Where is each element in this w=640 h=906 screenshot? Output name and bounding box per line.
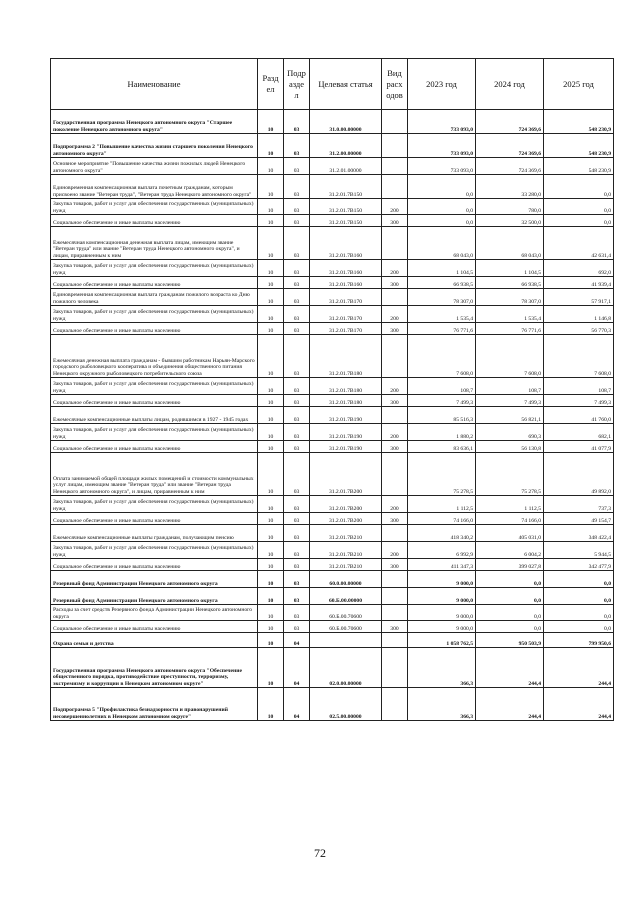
table-body — [51, 110, 614, 721]
row-name: Единовременная компенсационная выплата гражданам пожилого возраста ко Дню пожилого человека — [51, 289, 258, 306]
row-2024: 7 608,0 — [476, 335, 544, 378]
row-subsection: 04 — [284, 688, 310, 721]
row-name: Социальное обеспечение и иные выплаты населению — [51, 395, 258, 407]
table-row — [51, 335, 614, 378]
row-expense-type — [382, 588, 408, 605]
row-expense-type: 200 — [382, 496, 408, 513]
row-expense-type — [382, 688, 408, 721]
row-section: 10 — [258, 496, 284, 513]
row-2025: 42 631,4 — [544, 227, 614, 260]
row-2025: 348 422,4 — [544, 525, 614, 542]
table-row — [51, 227, 614, 260]
row-subsection: 03 — [284, 525, 310, 542]
header-2023: 2023 год — [408, 59, 476, 110]
row-target: 60.Б.00.70600 — [310, 621, 382, 633]
table-row — [51, 496, 614, 513]
row-subsection: 03 — [284, 215, 310, 227]
row-subsection: 03 — [284, 260, 310, 277]
header-section: Разд ел — [258, 59, 284, 110]
row-expense-type — [382, 158, 408, 175]
row-expense-type — [382, 453, 408, 496]
row-subsection: 03 — [284, 542, 310, 559]
table-row — [51, 199, 614, 215]
row-2025: 108,7 — [544, 378, 614, 395]
row-name: Расходы за счет средств Резервного фонда Администрации Ненецкого автономного округа — [51, 605, 258, 621]
row-subsection: 03 — [284, 134, 310, 158]
row-name: Закупка товаров, работ и услуг для обеспечения государственных (муниципальных) нужд — [51, 306, 258, 323]
row-target: 60.Б.00.00000 — [310, 588, 382, 605]
table-row — [51, 424, 614, 441]
row-expense-type — [382, 605, 408, 621]
row-target: 31.2.01.7В170 — [310, 306, 382, 323]
row-target: 60.0.00.00000 — [310, 571, 382, 588]
row-target: 31.2.01.7В150 — [310, 215, 382, 227]
row-expense-type — [382, 289, 408, 306]
row-expense-type: 300 — [382, 395, 408, 407]
row-2023: 733 093,0 — [408, 158, 476, 175]
row-2025: 548 230,9 — [544, 158, 614, 175]
row-2025: 57 917,1 — [544, 289, 614, 306]
row-section: 10 — [258, 621, 284, 633]
row-target: 02.0.00.00000 — [310, 648, 382, 688]
row-target: 31.2.01.7В150 — [310, 199, 382, 215]
table-row — [51, 277, 614, 289]
row-section: 10 — [258, 688, 284, 721]
row-2023: 418 340,2 — [408, 525, 476, 542]
row-expense-type: 300 — [382, 441, 408, 453]
row-section: 10 — [258, 277, 284, 289]
row-name: Социальное обеспечение и иные выплаты населению — [51, 323, 258, 335]
row-expense-type: 200 — [382, 199, 408, 215]
row-subsection: 03 — [284, 227, 310, 260]
row-2024: 950 503,9 — [476, 633, 544, 648]
row-name: Социальное обеспечение и иные выплаты населению — [51, 559, 258, 571]
row-2025: 1 146,8 — [544, 306, 614, 323]
row-name: Единовременная компенсационная выплата почетным гражданам, которым присвоено звание "Ветеран труда", "Ветеран труда Ненецкого автономного округа" — [51, 175, 258, 199]
row-2023: 366,3 — [408, 648, 476, 688]
row-target: 31.2.01.7В160 — [310, 277, 382, 289]
row-expense-type: 200 — [382, 260, 408, 277]
row-target: 31.2.01.7В160 — [310, 260, 382, 277]
row-2023: 0,0 — [408, 199, 476, 215]
row-2025: 7 499,3 — [544, 395, 614, 407]
row-2024: 0,0 — [476, 588, 544, 605]
row-target: 31.2.01.7В210 — [310, 542, 382, 559]
row-2025: 49 154,7 — [544, 513, 614, 525]
row-expense-type — [382, 335, 408, 378]
budget-table — [50, 58, 614, 721]
row-subsection: 03 — [284, 605, 310, 621]
row-2025: 0,0 — [544, 199, 614, 215]
row-2025: 0,0 — [544, 621, 614, 633]
row-2023: 76 771,6 — [408, 323, 476, 335]
table-row — [51, 134, 614, 158]
row-expense-type — [382, 407, 408, 424]
row-2024: 0,0 — [476, 605, 544, 621]
row-section: 10 — [258, 395, 284, 407]
row-2025: 56 770,3 — [544, 323, 614, 335]
row-target: 31.2.01.7В170 — [310, 323, 382, 335]
row-2024: 1 112,5 — [476, 496, 544, 513]
row-section: 10 — [258, 571, 284, 588]
row-section: 10 — [258, 110, 284, 134]
row-name: Социальное обеспечение и иные выплаты населению — [51, 277, 258, 289]
row-target: 31.2.01.00000 — [310, 158, 382, 175]
row-2025: 682,1 — [544, 424, 614, 441]
header-name: Наименование — [51, 59, 258, 110]
row-2025: 5 944,5 — [544, 542, 614, 559]
row-expense-type: 300 — [382, 513, 408, 525]
table-row — [51, 175, 614, 199]
row-section: 10 — [258, 175, 284, 199]
row-name: Основное мероприятие "Повышение качества жизни пожилых людей Ненецкого автономного округа" — [51, 158, 258, 175]
table-row — [51, 513, 614, 525]
row-target: 31.2.01.7В210 — [310, 559, 382, 571]
row-section: 10 — [258, 588, 284, 605]
row-2024: 0,0 — [476, 571, 544, 588]
row-subsection: 03 — [284, 441, 310, 453]
row-section: 10 — [258, 605, 284, 621]
row-subsection: 03 — [284, 496, 310, 513]
row-expense-type — [382, 134, 408, 158]
row-subsection: 03 — [284, 621, 310, 633]
row-expense-type: 300 — [382, 277, 408, 289]
row-expense-type — [382, 175, 408, 199]
row-2023: 733 093,0 — [408, 134, 476, 158]
row-subsection: 03 — [284, 378, 310, 395]
row-subsection: 03 — [284, 289, 310, 306]
row-2025: 0,0 — [544, 215, 614, 227]
row-subsection: 03 — [284, 277, 310, 289]
row-2025: 41 760,0 — [544, 407, 614, 424]
row-target: 31.2.01.7В190 — [310, 441, 382, 453]
table-row — [51, 542, 614, 559]
row-name: Закупка товаров, работ и услуг для обеспечения государственных (муниципальных) нужд — [51, 542, 258, 559]
table-row — [51, 289, 614, 306]
row-subsection: 04 — [284, 633, 310, 648]
row-name: Резервный фонд Администрации Ненецкого автономного округа — [51, 588, 258, 605]
row-name: Социальное обеспечение и иные выплаты населению — [51, 215, 258, 227]
row-section: 10 — [258, 407, 284, 424]
row-2025: 244,4 — [544, 648, 614, 688]
row-expense-type — [382, 571, 408, 588]
table-row — [51, 306, 614, 323]
row-2023: 0,0 — [408, 175, 476, 199]
row-subsection: 03 — [284, 110, 310, 134]
row-2023: 1 058 762,5 — [408, 633, 476, 648]
row-2023: 78 307,0 — [408, 289, 476, 306]
row-section: 10 — [258, 648, 284, 688]
row-2025: 0,0 — [544, 571, 614, 588]
row-expense-type: 200 — [382, 306, 408, 323]
row-2025: 0,0 — [544, 588, 614, 605]
row-2024: 6 004,2 — [476, 542, 544, 559]
table-row — [51, 571, 614, 588]
row-target: 60.Б.00.70600 — [310, 605, 382, 621]
row-name: Оплата занимаемой общей площади жилых помещений и стоимости коммунальных услуг лицам, имеющим звание "Ветеран труда" или звание "Ветеран труда Ненецкого автономного округа", и лицам, приравненным к ним — [51, 453, 258, 496]
row-expense-type — [382, 110, 408, 134]
row-target: 31.2.01.7В180 — [310, 395, 382, 407]
row-section: 10 — [258, 323, 284, 335]
row-target: 31.0.00.00000 — [310, 110, 382, 134]
row-name: Закупка товаров, работ и услуг для обеспечения государственных (муниципальных) нужд — [51, 378, 258, 395]
row-section: 10 — [258, 378, 284, 395]
row-section: 10 — [258, 559, 284, 571]
table-row — [51, 395, 614, 407]
row-target: 31.2.01.7В190 — [310, 407, 382, 424]
row-2023: 83 636,1 — [408, 441, 476, 453]
row-2025: 737,3 — [544, 496, 614, 513]
row-section: 10 — [258, 633, 284, 648]
row-name: Социальное обеспечение и иные выплаты населению — [51, 621, 258, 633]
row-subsection: 03 — [284, 513, 310, 525]
row-2025: 342 477,9 — [544, 559, 614, 571]
row-subsection: 03 — [284, 559, 310, 571]
row-2023: 7 499,3 — [408, 395, 476, 407]
row-target: 31.2.01.7В150 — [310, 175, 382, 199]
row-expense-type — [382, 525, 408, 542]
row-2024: 1 535,4 — [476, 306, 544, 323]
row-expense-type: 200 — [382, 378, 408, 395]
row-2024: 1 104,5 — [476, 260, 544, 277]
row-2024: 32 500,0 — [476, 215, 544, 227]
row-2025: 41 939,4 — [544, 277, 614, 289]
row-target: 31.2.01.7В200 — [310, 513, 382, 525]
row-section: 10 — [258, 441, 284, 453]
row-target: 02.5.00.00000 — [310, 688, 382, 721]
row-2025: 0,0 — [544, 605, 614, 621]
row-subsection: 03 — [284, 407, 310, 424]
row-name: Охрана семьи и детства — [51, 633, 258, 648]
row-target: 31.2.01.7В160 — [310, 227, 382, 260]
row-name: Ежемесячная компенсационная денежная выплата лицам, имеющим звание "Ветеран труда" или звание "Ветеран труда Ненецкого автономного округа", и лицам, приравненным к ним — [51, 227, 258, 260]
row-name: Ежемесячные компенсационные выплаты лицам, родившимся в 1927 - 1945 годах — [51, 407, 258, 424]
row-2023: 1 104,5 — [408, 260, 476, 277]
row-2025: 7 608,0 — [544, 335, 614, 378]
row-2023: 411 347,3 — [408, 559, 476, 571]
row-target: 31.2.01.7В200 — [310, 496, 382, 513]
row-2023: 74 166,0 — [408, 513, 476, 525]
row-2024: 399 027,8 — [476, 559, 544, 571]
header-target: Целевая статья — [310, 59, 382, 110]
row-2024: 724 369,6 — [476, 110, 544, 134]
row-2023: 108,7 — [408, 378, 476, 395]
row-2025: 49 892,0 — [544, 453, 614, 496]
row-section: 10 — [258, 306, 284, 323]
row-name: Закупка товаров, работ и услуг для обеспечения государственных (муниципальных) нужд — [51, 424, 258, 441]
row-2024: 74 166,0 — [476, 513, 544, 525]
table-row — [51, 621, 614, 633]
row-subsection: 03 — [284, 158, 310, 175]
row-target — [310, 633, 382, 648]
table-row — [51, 605, 614, 621]
row-2024: 66 938,5 — [476, 277, 544, 289]
table-header-row — [51, 59, 614, 110]
table-row — [51, 158, 614, 175]
row-subsection: 03 — [284, 175, 310, 199]
row-expense-type: 300 — [382, 621, 408, 633]
row-expense-type: 200 — [382, 542, 408, 559]
row-name: Закупка товаров, работ и услуг для обеспечения государственных (муниципальных) нужд — [51, 496, 258, 513]
row-2024: 33 280,0 — [476, 175, 544, 199]
row-expense-type — [382, 648, 408, 688]
row-2023: 66 938,5 — [408, 277, 476, 289]
row-name: Ежемесячные компенсационные выплаты гражданам, получающим пенсию — [51, 525, 258, 542]
row-name: Ежемесячная денежная выплата гражданам - бывшим работникам Нарьян-Марского городского рыболовецкого кооператива и объединения общественного питания Ненецкого окружного рыболовецкого потребительского союза — [51, 335, 258, 378]
row-name: Резервный фонд Администрации Ненецкого автономного округа — [51, 571, 258, 588]
row-expense-type: 300 — [382, 559, 408, 571]
row-section: 10 — [258, 134, 284, 158]
row-2024: 405 031,0 — [476, 525, 544, 542]
row-2023: 733 093,0 — [408, 110, 476, 134]
table-row — [51, 378, 614, 395]
row-section: 10 — [258, 513, 284, 525]
row-target: 31.2.00.00000 — [310, 134, 382, 158]
table-row — [51, 648, 614, 688]
row-name: Подпрограмма 5 "Профилактика безнадзорности и правонарушений несовершеннолетних в Ненецком автономном округе" — [51, 688, 258, 721]
row-2023: 9 000,0 — [408, 605, 476, 621]
row-section: 10 — [258, 525, 284, 542]
row-subsection: 03 — [284, 306, 310, 323]
row-2023: 366,3 — [408, 688, 476, 721]
row-2025: 0,0 — [544, 175, 614, 199]
row-2023: 1 535,4 — [408, 306, 476, 323]
row-section: 10 — [258, 453, 284, 496]
table-row — [51, 453, 614, 496]
row-2023: 6 992,9 — [408, 542, 476, 559]
row-expense-type — [382, 227, 408, 260]
row-subsection: 03 — [284, 571, 310, 588]
row-expense-type — [382, 633, 408, 648]
table-row — [51, 588, 614, 605]
header-expense-type: Вид расх одов — [382, 59, 408, 110]
row-2024: 56 130,8 — [476, 441, 544, 453]
row-2023: 75 278,5 — [408, 453, 476, 496]
row-2024: 56 821,1 — [476, 407, 544, 424]
row-section: 10 — [258, 215, 284, 227]
header-2024: 2024 год — [476, 59, 544, 110]
row-section: 10 — [258, 227, 284, 260]
row-name: Государственная программа Ненецкого автономного округа "Обеспечение общественного порядка, противодействие преступности, терроризму, экстремизму и коррупции в Ненецком автономном округе" — [51, 648, 258, 688]
row-expense-type: 300 — [382, 215, 408, 227]
table-row — [51, 215, 614, 227]
table-row — [51, 525, 614, 542]
row-2024: 78 307,0 — [476, 289, 544, 306]
row-expense-type: 200 — [382, 424, 408, 441]
table-row — [51, 110, 614, 134]
row-expense-type: 300 — [382, 323, 408, 335]
table-row — [51, 688, 614, 721]
row-subsection: 03 — [284, 335, 310, 378]
header-2025: 2025 год — [544, 59, 614, 110]
table-row — [51, 260, 614, 277]
row-2024: 68 043,0 — [476, 227, 544, 260]
row-2023: 9 000,0 — [408, 621, 476, 633]
row-2023: 9 000,0 — [408, 588, 476, 605]
header-subsection: Подр азде л — [284, 59, 310, 110]
row-2025: 692,0 — [544, 260, 614, 277]
row-subsection: 03 — [284, 453, 310, 496]
row-2023: 7 608,0 — [408, 335, 476, 378]
row-section: 10 — [258, 158, 284, 175]
row-2024: 75 278,5 — [476, 453, 544, 496]
row-2024: 724 369,6 — [476, 158, 544, 175]
row-subsection: 03 — [284, 323, 310, 335]
row-2024: 108,7 — [476, 378, 544, 395]
row-2024: 76 771,6 — [476, 323, 544, 335]
row-2023: 1 112,5 — [408, 496, 476, 513]
table-row — [51, 441, 614, 453]
row-2024: 244,4 — [476, 648, 544, 688]
row-2024: 724 369,6 — [476, 134, 544, 158]
row-section: 10 — [258, 289, 284, 306]
row-2023: 68 043,0 — [408, 227, 476, 260]
row-2023: 9 000,0 — [408, 571, 476, 588]
page-number: 72 — [314, 846, 326, 860]
table-row — [51, 559, 614, 571]
row-2024: 7 499,3 — [476, 395, 544, 407]
row-2023: 0,0 — [408, 215, 476, 227]
row-name: Закупка товаров, работ и услуг для обеспечения государственных (муниципальных) нужд — [51, 199, 258, 215]
row-name: Социальное обеспечение и иные выплаты населению — [51, 441, 258, 453]
row-name: Социальное обеспечение и иные выплаты населению — [51, 513, 258, 525]
table-row — [51, 323, 614, 335]
row-section: 10 — [258, 335, 284, 378]
row-2023: 1 880,2 — [408, 424, 476, 441]
row-target: 31.2.01.7В200 — [310, 453, 382, 496]
row-name: Подпрограмма 2 "Повышение качества жизни старшего поколения Ненецкого автономного округа" — [51, 134, 258, 158]
row-2025: 548 230,9 — [544, 134, 614, 158]
row-2024: 780,0 — [476, 199, 544, 215]
table-row — [51, 633, 614, 648]
row-section: 10 — [258, 199, 284, 215]
row-target: 31.2.01.7В210 — [310, 525, 382, 542]
row-target: 31.2.01.7В190 — [310, 424, 382, 441]
row-2024: 244,4 — [476, 688, 544, 721]
row-name: Государственная программа Ненецкого автономного округа "Старшее поколение Ненецкого автономного округа" — [51, 110, 258, 134]
row-2023: 85 516,3 — [408, 407, 476, 424]
row-2024: 0,0 — [476, 621, 544, 633]
row-subsection: 03 — [284, 395, 310, 407]
row-subsection: 03 — [284, 588, 310, 605]
row-name: Закупка товаров, работ и услуг для обеспечения государственных (муниципальных) нужд — [51, 260, 258, 277]
row-target: 31.2.01.7В180 — [310, 335, 382, 378]
row-2025: 41 077,9 — [544, 441, 614, 453]
row-section: 10 — [258, 542, 284, 559]
row-2025: 244,4 — [544, 688, 614, 721]
row-subsection: 03 — [284, 424, 310, 441]
row-2024: 690,3 — [476, 424, 544, 441]
row-2025: 799 950,6 — [544, 633, 614, 648]
table-row — [51, 407, 614, 424]
row-2025: 548 230,9 — [544, 110, 614, 134]
row-target: 31.2.01.7В180 — [310, 378, 382, 395]
row-subsection: 04 — [284, 648, 310, 688]
row-subsection: 03 — [284, 199, 310, 215]
row-section: 10 — [258, 424, 284, 441]
row-target: 31.2.01.7В170 — [310, 289, 382, 306]
row-section: 10 — [258, 260, 284, 277]
